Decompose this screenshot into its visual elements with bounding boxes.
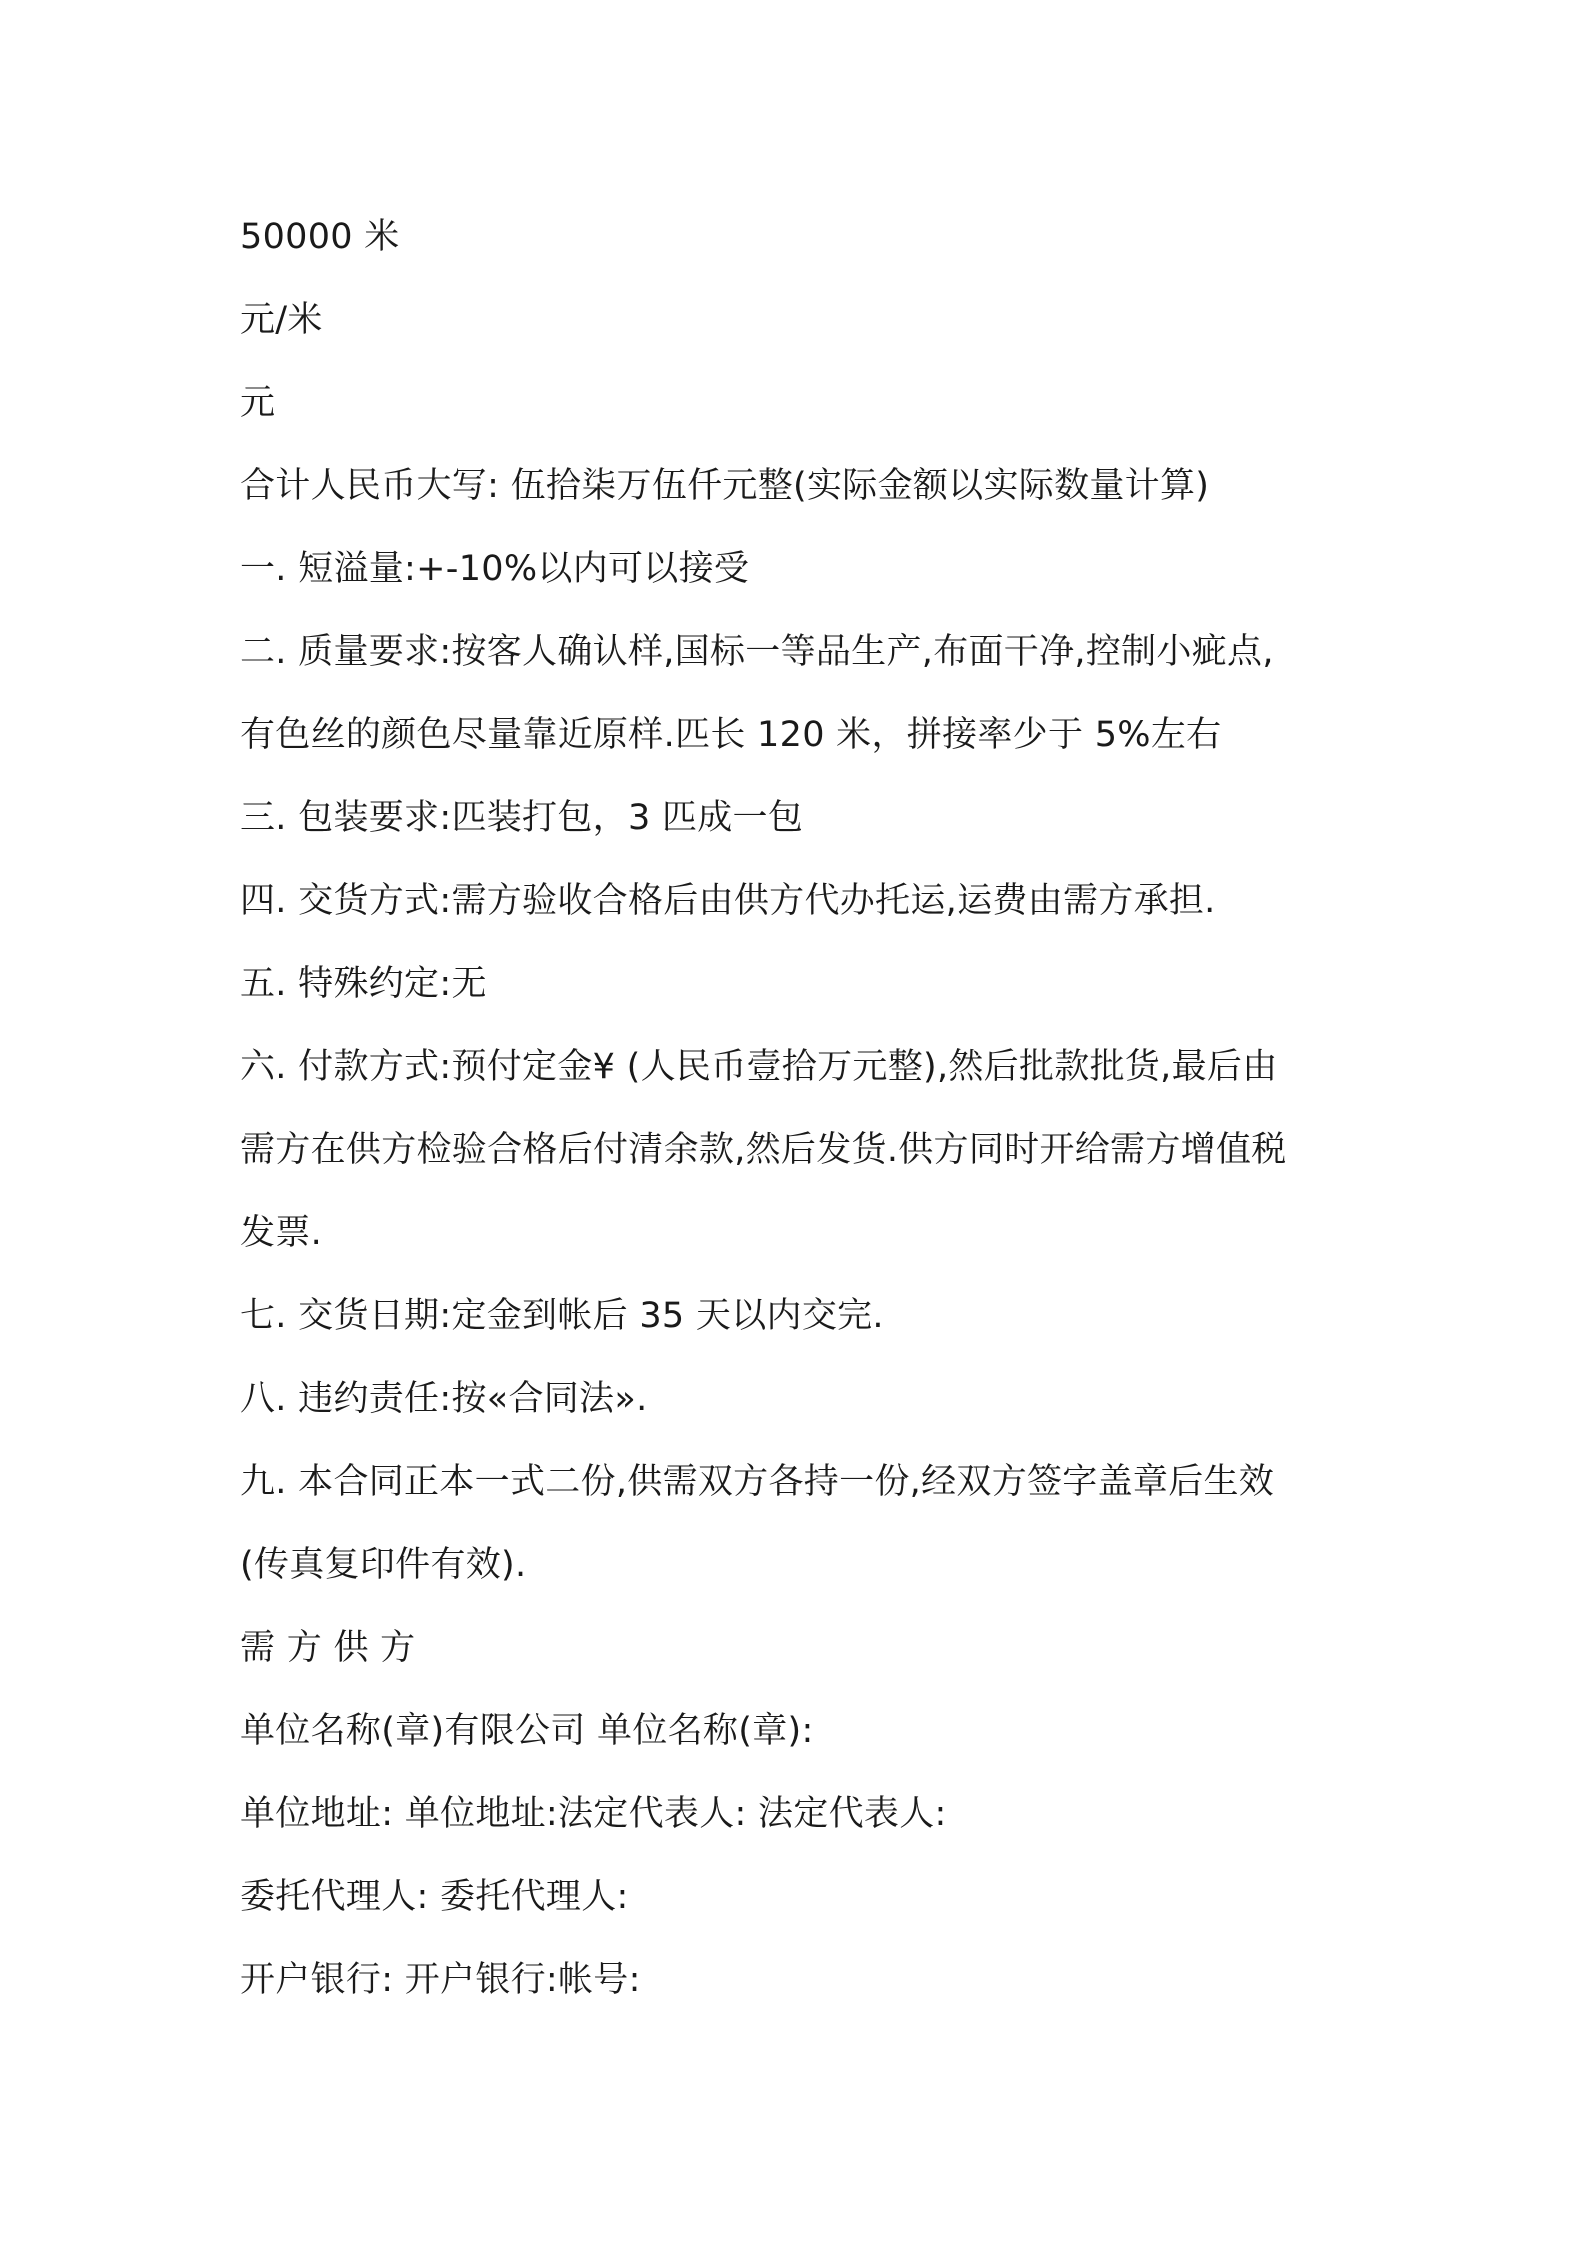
- total-in-words-line: 合计人民币大写: 伍拾柒万伍仟元整(实际金额以实际数量计算): [240, 466, 1210, 506]
- clause-2-quality: 二. 质量要求:按客人确认样,国标一等品生产,布面干净,控制小疵点,: [240, 632, 1274, 672]
- clause-8-liability: 八. 违约责任:按«合同法».: [240, 1379, 648, 1419]
- bank-account-line: 开户银行: 开户银行:帐号:: [240, 1960, 641, 2000]
- clause-9-copies-cont: (传真复印件有效).: [240, 1545, 527, 1585]
- clause-6-payment-end: 发票.: [240, 1213, 323, 1253]
- parties-header: 需 方 供 方: [240, 1628, 416, 1668]
- agent-line: 委托代理人: 委托代理人:: [240, 1877, 629, 1917]
- clause-7-delivery-date: 七. 交货日期:定金到帐后 35 天以内交完.: [240, 1296, 884, 1336]
- clause-6-payment: 六. 付款方式:预付定金¥ (人民币壹拾万元整),然后批款批货,最后由: [240, 1047, 1278, 1087]
- clause-2-quality-cont: 有色丝的颜色尽量靠近原样.匹长 120 米，拼接率少于 5%左右: [240, 715, 1222, 755]
- amount-line: 元: [240, 383, 276, 423]
- unit-price-line: 元/米: [240, 300, 323, 340]
- clause-6-payment-cont: 需方在供方检验合格后付清余款,然后发货.供方同时开给需方增值税: [240, 1130, 1287, 1170]
- document-body: [240, 196, 1360, 2022]
- quantity-line: 50000 米: [240, 217, 400, 257]
- clause-9-copies: 九. 本合同正本一式二份,供需双方各持一份,经双方签字盖章后生效: [240, 1462, 1275, 1502]
- company-name-line: 单位名称(章)有限公司 单位名称(章):: [240, 1711, 814, 1751]
- address-rep-line: 单位地址: 单位地址:法定代表人: 法定代表人:: [240, 1794, 947, 1834]
- clause-1-tolerance: 一. 短溢量:+-10%以内可以接受: [240, 549, 750, 589]
- clause-4-delivery-method: 四. 交货方式:需方验收合格后由供方代办托运,运费由需方承担.: [240, 881, 1216, 921]
- clause-5-special-terms: 五. 特殊约定:无: [240, 964, 487, 1004]
- clause-3-packing: 三. 包装要求:匹装打包，3 匹成一包: [240, 798, 804, 838]
